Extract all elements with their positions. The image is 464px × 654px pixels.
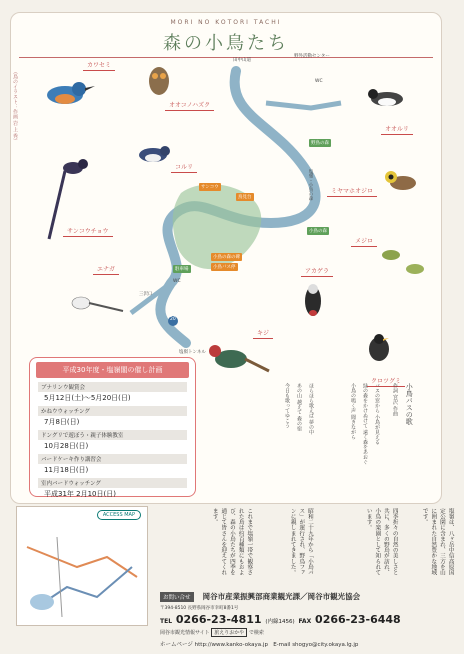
event-name: かねウウォッチング	[38, 406, 187, 416]
event-item	[38, 406, 187, 428]
homepage-link[interactable]: http://www.kanko-okaya.jp	[194, 642, 268, 648]
map-tag-b: 鳥見台	[238, 195, 252, 200]
contact-label: お問い合せ	[160, 592, 194, 602]
event-item	[38, 430, 187, 452]
fax-label: FAX	[298, 618, 312, 625]
event-name: 室内バードウォッチング	[38, 478, 187, 488]
poem-line: ほらほら歌えば 夢の中	[308, 383, 314, 435]
contact-org: 岡谷市産業振興部商業観光課／岡谷市観光協会	[202, 592, 361, 601]
owl-illustration	[143, 61, 175, 97]
bird-label-ookonohazuku: オオコノハズク	[165, 99, 214, 111]
event-name: バードケーキ作り講習会	[38, 454, 187, 464]
bird-label-miyamahoojiro: ミヤマホオジロ	[327, 185, 377, 197]
bird-label-sankouchou: サンコウチョウ	[63, 225, 113, 237]
map-tag-c: 小鳥の森の碑	[213, 255, 240, 260]
map-wc-2: WC	[173, 279, 181, 284]
tel-number[interactable]: 0266-23-4811	[175, 613, 262, 626]
access-map-title: ACCESS MAP	[97, 510, 141, 520]
title-english: MORI NO KOTORI TACHI	[170, 19, 282, 26]
event-date: 5月12日(土)～5月20日(日)	[44, 394, 131, 402]
poem-line: あの山 越えて 森の宿	[296, 383, 302, 432]
description-paragraph: 塩嶺は、八ヶ岳中信高原国定公園に含まれ、三方を山に囲まれた自然豊かな地域です。	[421, 508, 454, 576]
links-line	[160, 640, 440, 648]
event-date: 7月8日(日)	[44, 418, 80, 426]
description-paragraph: これまで塩嶺一帯で観察された鳥は約百種類にもおよび、森の小鳥たちが四季を通じて皆さんを迎えてくれます。	[211, 508, 253, 576]
event-item	[38, 382, 187, 404]
kurotsugumi-illustration	[359, 329, 399, 369]
description-paragraph: 昭和二十九年から「小鳥バス」が運行され、野鳥ファンに親しまれてきました。	[289, 508, 313, 576]
tel-extension: (内線1456)	[265, 619, 295, 625]
map-south-gate: 三沢口	[139, 292, 153, 297]
event-date: 平成31年 2月10日(日)	[44, 490, 116, 498]
poem-author: 作詞 宮沢 作曲	[392, 383, 398, 417]
oruri-illustration	[363, 79, 413, 119]
page-title: 森の小鳥たち	[163, 33, 289, 54]
map-route-text: 塩嶺・小鳥の森	[308, 169, 313, 201]
access-map	[16, 506, 148, 626]
event-date: 10月28日(日)	[44, 442, 89, 450]
bird-label-oruri: オオルリ	[381, 123, 413, 135]
email-link[interactable]: shogyo@city.okaya.lg.jp	[292, 642, 359, 648]
map-parking: 駐車場	[175, 267, 189, 272]
map-small-bird-forest: 小鳥の森	[309, 229, 327, 234]
illustration-credit: （鳥のイラスト：作画 岩 上 秀）	[12, 69, 18, 144]
poem-line: 小鳥の鳴く声 聞きながら	[350, 383, 356, 440]
tel-label: TEL	[160, 618, 173, 625]
event-item	[38, 478, 187, 500]
contact-phones	[160, 613, 440, 626]
bottom-section	[10, 506, 454, 648]
description-paragraph: 四季折々の自然の美しさと共に、多くの野鳥が訪れ、小鳥の楽園として知られています。	[365, 508, 398, 576]
map-route-20: 20	[170, 317, 176, 322]
contact-block	[160, 584, 440, 648]
bird-label-mejiro: メジロ	[351, 235, 377, 247]
kiji-illustration	[201, 335, 271, 381]
akagera-illustration	[293, 277, 333, 323]
bird-label-enaga: エナガ	[93, 263, 119, 275]
miyamahoojiro-illustration	[379, 163, 429, 203]
main-card	[10, 12, 442, 504]
kingfisher-illustration	[35, 73, 95, 115]
poem-line: 緑の森をかけぬけて 遠く森をあおぐ	[362, 383, 368, 465]
poem-title: 小鳥バスの歌	[405, 383, 414, 425]
map-tag-a: サンコウ	[201, 185, 219, 190]
event-item	[38, 454, 187, 476]
map-tag-e: 野鳥の森	[311, 141, 329, 146]
site-search-box[interactable]: 旅えりおかや	[211, 628, 247, 637]
event-name: ブナリンウ観賞会	[38, 382, 187, 392]
poem-line: バスの窓から 小鳥が見える	[374, 383, 380, 445]
bird-label-koruri: コルリ	[171, 161, 197, 173]
access-map-graphic	[17, 507, 147, 625]
contact-address: 〒394-8510 長野県岡谷市幸町8番1号	[160, 606, 239, 611]
bird-label-kawasemi: カワセミ	[83, 59, 115, 71]
road-branch	[266, 103, 341, 108]
site-search-line	[160, 628, 440, 637]
koruri-illustration	[133, 139, 173, 171]
bird-label-akagera: アカゲラ	[301, 265, 333, 277]
email-label: E-mail	[273, 642, 291, 648]
map-center-label: 野外活動センター	[294, 54, 330, 59]
site-search-text: で検索	[248, 630, 264, 636]
mejiro-illustration	[371, 237, 431, 283]
event-schedule-title: 平成30年度・塩嶺閣の催し計画	[36, 362, 189, 378]
map-tag-d: 小鳥バス停	[213, 265, 236, 270]
map-tunnel: 塩嶺トンネル	[179, 350, 206, 355]
bird-label-kiji: キジ	[253, 327, 273, 339]
enaga-illustration	[61, 283, 125, 323]
homepage-label: ホームページ	[160, 642, 193, 648]
fax-number: 0266-23-6448	[315, 613, 401, 626]
event-name: ドングリで遊ぼう・親子体験教室	[38, 430, 187, 440]
map-wc-1: WC	[315, 79, 323, 84]
site-label: 岡谷市観光情報サイト	[160, 630, 210, 636]
bird-label-kurotsugumi: クロツグミ	[367, 375, 405, 387]
poem-line: 今日も歌ってゆこう	[284, 383, 290, 428]
event-schedule	[29, 357, 196, 497]
event-date: 11月18日(日)	[44, 466, 89, 474]
map-road-label: 田中山道	[233, 58, 251, 63]
